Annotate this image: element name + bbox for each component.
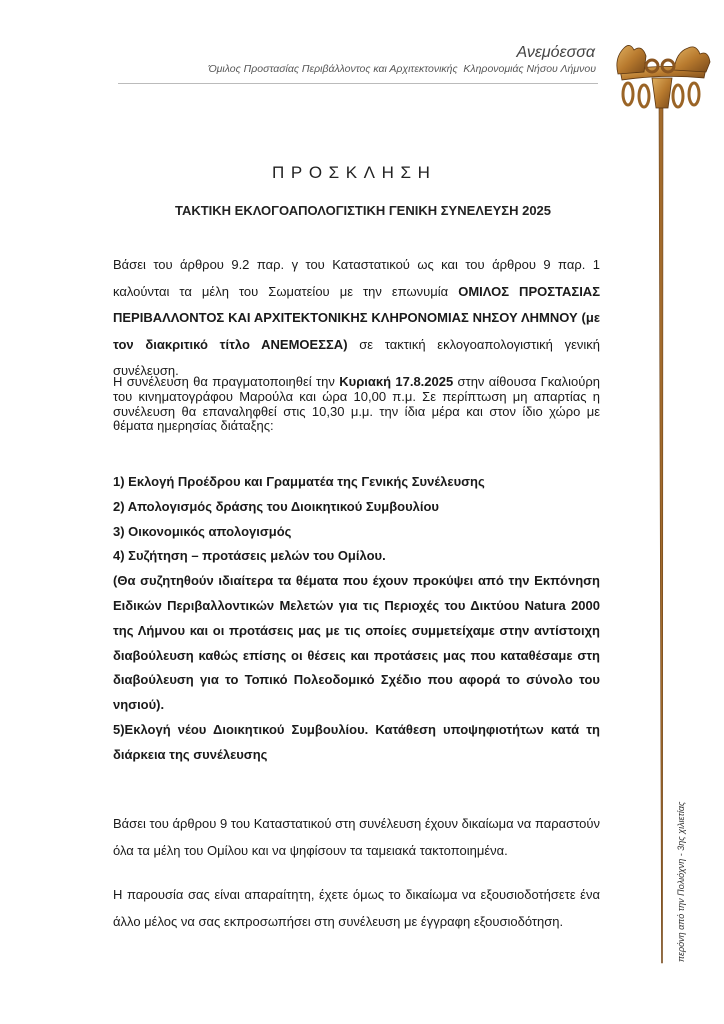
meeting-date: Κυριακή 17.8.2025	[339, 374, 454, 389]
agenda-item: (Θα συζητηθούν ιδιαίτερα τα θέματα που έχουν προκύψει από την Εκπόνηση Ειδικών Περιβαλλοντικών Μελετών για τις Περιοχές του Δικτύου Natura 2000 της Λήμνου και οι προτάσεις μας με τις οποίες συμμετείχαμε στην αντίστοιχη διαβούλευση καθώς επίσης οι θέσεις και προτάσεις μας που καταθέσαμε στη διαβούλευση για το Τοπικό Πολεοδομικό Σχέδιο που αφορά το σύνολο του νησιού).	[113, 573, 600, 713]
bronze-pin-logo	[612, 38, 712, 968]
page-subtitle: ΤΑΚΤΙΚΗ ΕΚΛΟΓΟΑΠΟΛΟΓΙΣΤΙΚΗ ΓΕΝΙΚΗ ΣΥΝΕΛΕΥΣΗ 2025	[174, 203, 552, 218]
voting-paragraph: Βάσει του άρθρου 9 του Καταστατικού στη συνέλευση έχουν δικαίωμα να παραστούν όλα τα μέλη του Ομίλου και να ψηφίσουν τα ταμειακά τακτοποιημένα.	[113, 816, 600, 858]
meeting-paragraph	[113, 375, 600, 434]
intro-paragraph	[113, 252, 600, 385]
attendance-paragraph: Η παρουσία σας είναι απαραίτητη, έχετε όμως το δικαίωμα να εξουσιοδοτήσετε ένα άλλο μέλος να σας εκπροσωπήσει στη συνέλευση με έγγραφη εξουσιοδότηση.	[113, 887, 600, 929]
agenda-item: 2) Απολογισμός δράσης του Διοικητικού Συμβουλίου	[113, 498, 439, 514]
agenda-item: 1) Εκλογή Προέδρου και Γραμματέα της Γενικής Συνέλευσης	[113, 474, 485, 489]
pin-caption: περόνη από την Πολιόχνη - 3ης χιλιετίας	[676, 801, 686, 962]
organization-name: ΟΜΙΛΟΣ ΠΡΟΣΤΑΣΙΑΣ ΠΕΡΙΒΑΛΛΟΝΤΟΣ ΚΑΙ ΑΡΧΙΤΕΚΤΟΝΙΚΗΣ ΚΛΗΡΟΝΟΜΙΑΣ ΝΗΣΟΥ ΛΗΜΝΟΥ (με τον διακριτικό τίτλο ΑΝΕΜΟΕΣΣΑ)	[113, 283, 600, 352]
intro-text-2: σε τακτική εκλογοαπολογιστική γενική συνέλευση.	[113, 336, 600, 378]
page-title: ΠΡΟΣΚΛΗΣΗ	[272, 163, 437, 182]
agenda-item: 4) Συζήτηση – προτάσεις μελών του Ομίλου.	[113, 548, 386, 564]
meeting-text-1: Η συνέλευση θα πραγματοποιηθεί την	[113, 374, 340, 389]
intro-text-1: Βάσει του άρθρου 9.2 παρ. γ του Καταστατικού ως και του άρθρου 9 παρ. 1 καλούνται τα μέλη του Σωματείου με την επωνυμία	[113, 257, 600, 299]
header-rule	[118, 83, 598, 84]
agenda-list	[113, 470, 600, 768]
header-subtitle: Όμιλος Προστασίας Περιβάλλοντος και Αρχιτεκτονικής Κληρονομιάς Νήσου Λήμνου	[208, 63, 596, 75]
agenda-item: 5)Εκλογή νέου Διοικητικού Συμβουλίου. Κατάθεση υποψηφιοτήτων κατά τη διάρκεια της συνέλευσης	[113, 721, 600, 762]
header-title: Ανεμόεσσα	[516, 44, 595, 61]
agenda-item: 3) Οικονομικός απολογισμός	[113, 523, 292, 539]
meeting-text-2: στην αίθουσα Γκαλιούρη του κινηματογράφου Μαρούλα και ώρα 10,00 π.μ. Σε περίπτωση μη απαρτίας η συνέλευση θα επαναληφθεί στις 10,30 μ.μ. την ίδια μέρα και στον ίδιο χώρο με θέματα ημερησίας διάταξης:	[113, 374, 600, 434]
